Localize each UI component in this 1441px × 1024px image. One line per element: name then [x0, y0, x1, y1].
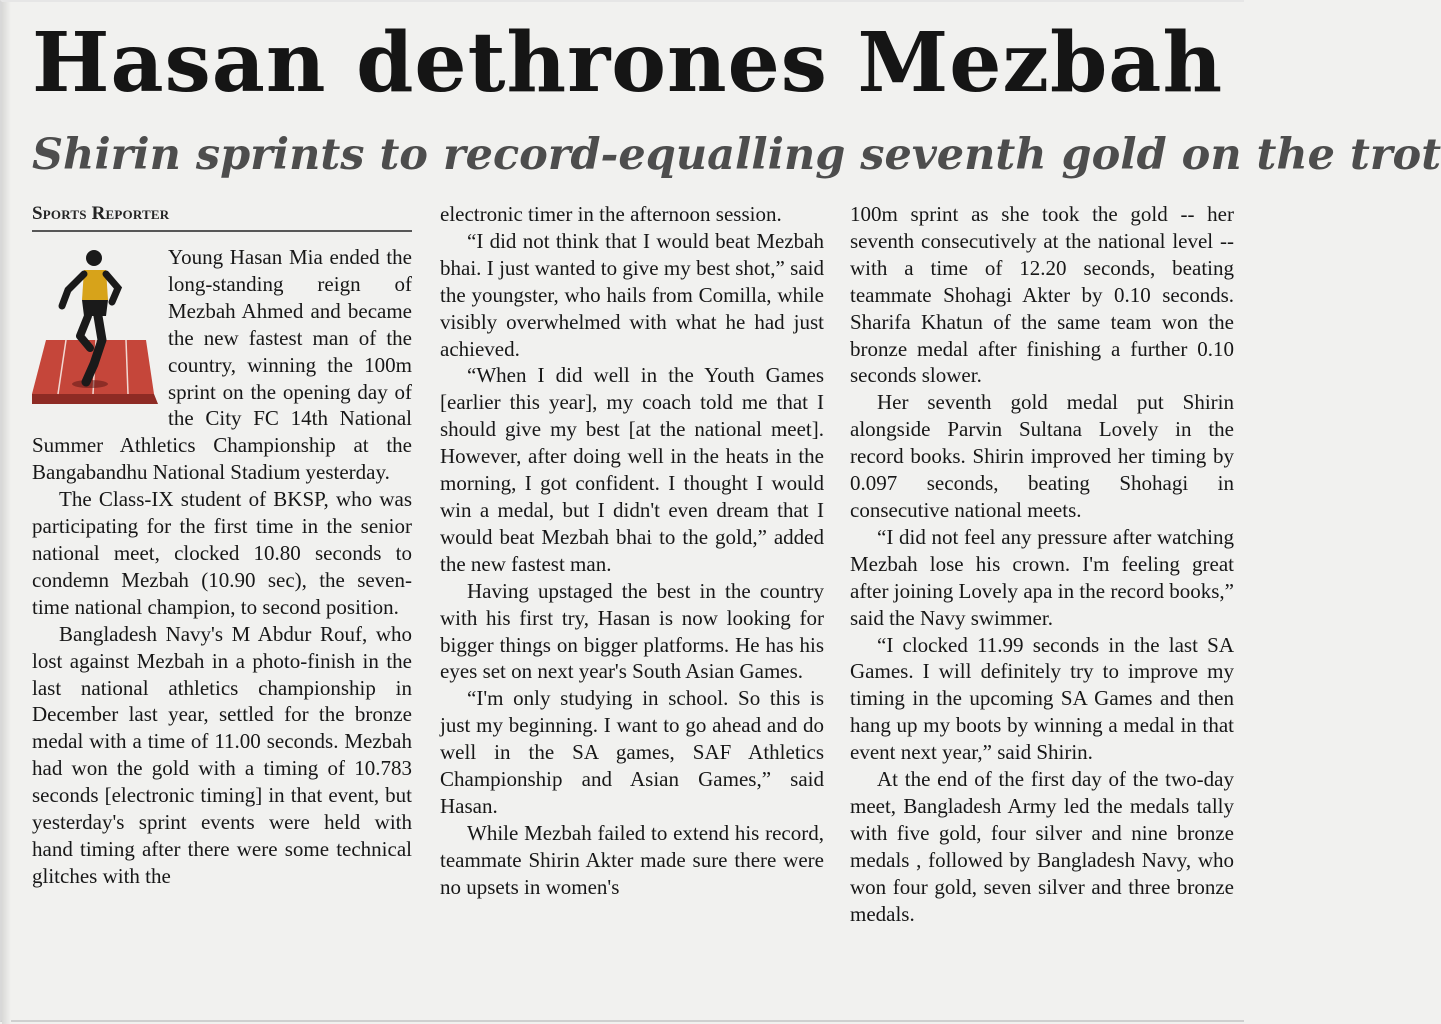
- byline-rule: [32, 230, 412, 232]
- article-column-3: [850, 201, 1234, 927]
- article-paragraph: The Class-IX student of BKSP, who was participating for the first time in the senior national meet, clocked 10.80 seconds to condemn Mezbah (10.90 sec), the seven-time national champion, to second position.: [32, 487, 412, 619]
- article-paragraph: “I did not think that I would beat Mezbah bhai. I just wanted to give my best shot,” said the youngster, who hails from Comilla, while visibly overwhelmed with what he had just achieved.: [440, 228, 824, 361]
- page-edge-shadow: [2, 2, 11, 1024]
- article-paragraph: Bangladesh Navy's M Abdur Rouf, who lost against Mezbah in a photo-finish in the last national athletics championship in December last year, settled for the bronze medal with a time of 11.00 seconds. Mezbah had won the gold with a timing of 10.783 seconds [electronic timing] in that event, but yesterday's sprint events were held with hand timing after there were some technical glitches with the: [32, 621, 412, 888]
- article-column-1: [32, 244, 412, 890]
- article-paragraph: “I'm only studying in school. So this is just my beginning. I want to go ahead and do well in the SA games, SAF Athletics Championship and Asian Games,” said Hasan.: [440, 686, 824, 818]
- article-paragraph: “I did not feel any pressure after watching Mezbah lose his crown. I'm feeling great after joining Lovely apa in the record books,” said the Navy swimmer.: [850, 524, 1234, 630]
- runner-arm-back: [62, 274, 84, 306]
- runner-leg-back: [80, 316, 90, 348]
- article-paragraph: “I clocked 11.99 seconds in the last SA Games. I will definitely try to improve my timing in the upcoming SA Games and then hang up my boots by winning a medal in that event next year,” said Shirin.: [850, 632, 1234, 765]
- runner-head: [86, 250, 102, 266]
- headline: Hasan dethrones Mezbah: [32, 15, 1224, 111]
- sprinter-on-track-icon: [32, 244, 158, 404]
- article-paragraph: Young Hasan Mia ended the long-standing reign of Mezbah Ahmed and became the new fastest man of the country, winning the 100m sprint on the opening day of the City FC 14th National Summer Athletics Championship at the Bangabandhu National Stadium yesterday.: [32, 245, 412, 485]
- article-paragraph: While Mezbah failed to extend his record, teammate Shirin Akter made sure there were no upsets in women's: [440, 820, 824, 899]
- article-paragraph: Having upstaged the best in the country with his first try, Hasan is now looking for bigger things on bigger platforms. He has his eyes set on next year's South Asian Games.: [440, 578, 824, 684]
- article-paragraph: electronic timer in the afternoon session.: [440, 202, 782, 226]
- article-paragraph: “When I did well in the Youth Games [earlier this year], my coach told me that I should give my best [at the national meet]. However, after doing well in the heats in the morning, I got confident. I thought I would win a medal, but I didn't even dream that I would beat Mezbah bhai to the gold,” added the new fastest man.: [440, 363, 824, 576]
- article-paragraph: At the end of the first day of the two-day meet, Bangladesh Army led the medals tally with five gold, four silver and nine bronze medals , followed by Bangladesh Navy, who won four gold, seven silver and three bronze medals.: [850, 767, 1234, 926]
- subheadline: Shirin sprints to record-equalling seventh gold on the trot: [32, 130, 1441, 180]
- article-paragraph: Her seventh gold medal put Shirin alongside Parvin Sultana Lovely in the record books. Shirin improved her timing by 0.097 seconds, beating Shohagi in consecutive national meets.: [850, 390, 1234, 522]
- byline: Sports Reporter: [32, 203, 170, 224]
- track-side: [32, 394, 158, 404]
- sprinter-illustration: [32, 244, 158, 404]
- article-paragraph: 100m sprint as she took the gold -- her seventh consecutively at the national level -- with a time of 12.20 seconds, beating teammate Shohagi Akter by 0.10 seconds. Sharifa Khatun of the same team won the bronze medal after finishing a further 0.10 seconds slower.: [850, 202, 1234, 388]
- article-column-2: [440, 201, 824, 901]
